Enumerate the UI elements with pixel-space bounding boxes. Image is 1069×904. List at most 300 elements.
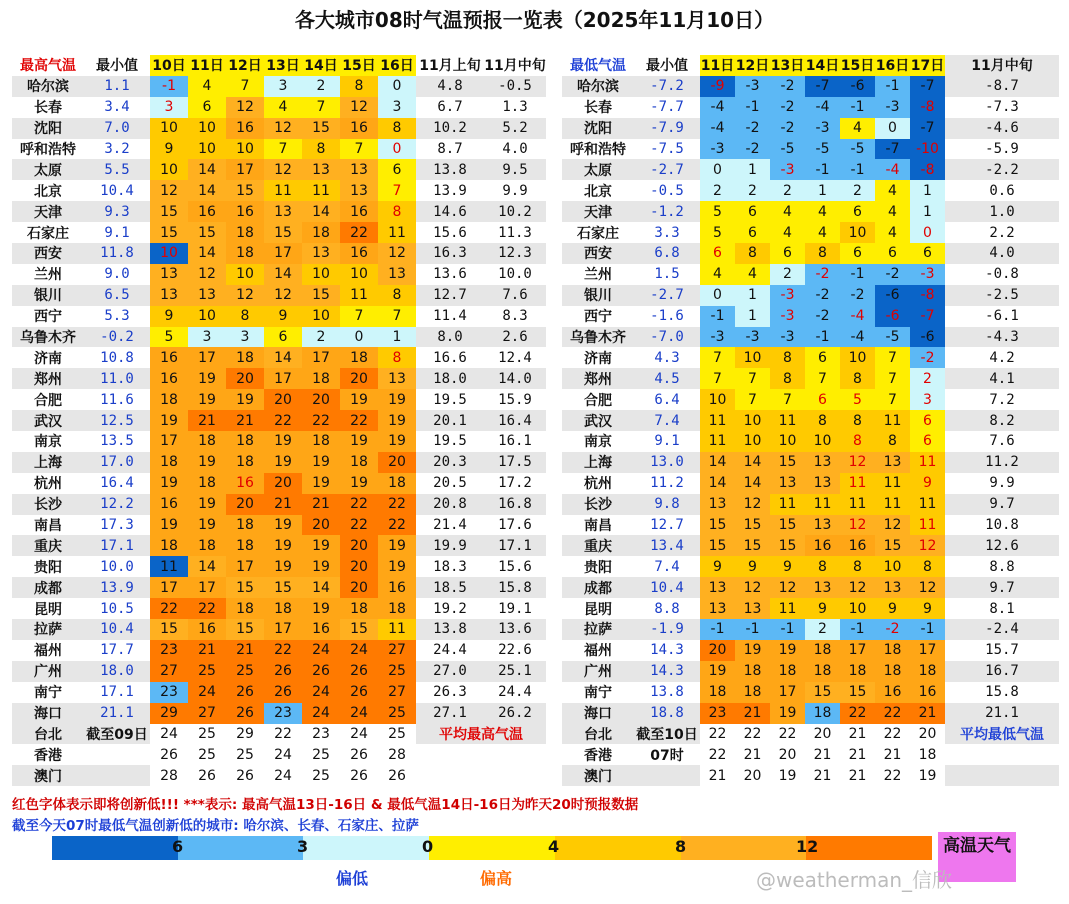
city-name: 长春 — [584, 100, 612, 117]
temp-cell: 7 — [378, 306, 416, 327]
min-header-cell: 13日 — [770, 55, 805, 76]
record-min: -2.7 — [634, 285, 700, 306]
min-table-row — [562, 243, 1059, 264]
record-min: -7.0 — [634, 327, 700, 348]
temp-cell: 7 — [875, 389, 910, 410]
temp-cell: 18 — [188, 431, 226, 452]
temp-cell: 8 — [840, 431, 875, 452]
avg-early-nov: 18.3 — [433, 558, 467, 575]
legend-tick: 0 — [422, 837, 434, 856]
temp-cell: 15 — [150, 619, 188, 640]
max-table-row — [12, 452, 546, 473]
temp-cell: -1 — [735, 97, 770, 118]
temp-cell: 11 — [378, 222, 416, 243]
temp-cell: 25 — [226, 661, 264, 682]
avg-mid-nov: 8.8 — [989, 558, 1015, 575]
temp-cell: 13 — [700, 577, 735, 598]
avg-mid-nov: 8.1 — [989, 600, 1015, 617]
record-min: 13.8 — [650, 684, 684, 701]
temp-cell: 9 — [700, 556, 735, 577]
temp-cell: 10 — [150, 159, 188, 180]
record-min: 3.4 — [104, 99, 130, 116]
temp-cell: 20 — [226, 494, 264, 515]
temp-cell: -7 — [910, 76, 945, 97]
temp-cell: 16 — [805, 535, 840, 556]
avg-early-nov: 14.6 — [416, 201, 484, 222]
temp-cell: 11 — [340, 285, 378, 306]
temp-cell: 10 — [226, 139, 264, 160]
temp-cell: -1 — [840, 619, 875, 640]
temp-cell: 17 — [302, 347, 340, 368]
temp-cell: 1 — [378, 327, 416, 348]
avg-mid-nov: 1.3 — [502, 99, 528, 116]
city-name: 西安 — [12, 243, 84, 264]
temp-cell: 4 — [875, 180, 910, 201]
temp-cell: 13 — [302, 243, 340, 264]
temp-cell: -4 — [805, 97, 840, 118]
legend-swatch-warm — [555, 836, 681, 860]
temp-cell: -2 — [910, 347, 945, 368]
avg-mid-nov: 11.2 — [945, 452, 1059, 473]
temp-cell: 10 — [735, 347, 770, 368]
temp-cell: 29 — [150, 703, 188, 724]
record-min: 13.0 — [634, 452, 700, 473]
record-min: -2.7 — [634, 159, 700, 180]
temp-cell: 7 — [735, 389, 770, 410]
temp-cell: 14 — [700, 452, 735, 473]
city-name: 兰州 — [584, 267, 612, 284]
temp-cell: 3 — [150, 97, 188, 118]
record-min: 5.5 — [84, 159, 150, 180]
temp-cell: 11 — [150, 556, 188, 577]
temp-cell: 18 — [226, 347, 264, 368]
temp-cell: 18 — [188, 473, 226, 494]
temp-cell: 11 — [770, 598, 805, 619]
temp-cell: 19 — [302, 473, 340, 494]
city-name: 郑州 — [562, 368, 634, 389]
temp-cell: 19 — [770, 703, 805, 724]
record-min: 11.8 — [84, 243, 150, 264]
temp-cell: -7 — [875, 139, 910, 160]
temp-cell: 20 — [378, 452, 416, 473]
min-header-cell: 最小值 — [646, 58, 688, 75]
temp-cell: 12 — [264, 285, 302, 306]
temp-cell: -2 — [805, 306, 840, 327]
city-name: 香港 — [584, 747, 612, 764]
temp-cell: -1 — [840, 97, 875, 118]
max-table-row — [12, 389, 546, 410]
temp-cell: 13 — [735, 598, 770, 619]
temp-cell: 24 — [350, 725, 368, 742]
temp-cell: 18 — [378, 473, 416, 494]
min-header-cell: 16日 — [875, 55, 910, 76]
temp-cell: -2 — [770, 76, 805, 97]
avg-mid-nov: 17.5 — [484, 452, 546, 473]
temp-cell: 16 — [226, 118, 264, 139]
temp-cell: 22 — [778, 725, 797, 742]
temp-cell: 26 — [302, 661, 340, 682]
temp-cell: 19 — [188, 389, 226, 410]
below-normal-label: 偏低 — [336, 869, 369, 888]
record-min: 10.4 — [634, 577, 700, 598]
record-min: 10.5 — [100, 600, 134, 617]
temp-cell: 6 — [188, 97, 226, 118]
avg-mid-nov: 11.3 — [498, 224, 532, 241]
temp-cell: 5 — [700, 222, 735, 243]
temp-cell: 12 — [875, 515, 910, 536]
temp-cell: 18 — [226, 452, 264, 473]
record-min: 11.6 — [100, 391, 134, 408]
temp-cell: 15 — [805, 682, 840, 703]
avg-mid-nov: 12.4 — [498, 349, 532, 366]
temp-cell: 17 — [226, 556, 264, 577]
city-name: 哈尔滨 — [12, 76, 84, 97]
max-header-cell: 16日 — [378, 55, 416, 76]
temp-cell: 8 — [840, 556, 875, 577]
temp-cell: 19 — [188, 368, 226, 389]
temp-cell: 15 — [770, 535, 805, 556]
temp-cell: 18 — [188, 535, 226, 556]
record-min: 14.3 — [650, 642, 684, 659]
temp-cell: 18 — [226, 222, 264, 243]
temp-cell: 10 — [840, 222, 875, 243]
avg-mid-nov: 15.6 — [498, 558, 532, 575]
temp-cell: 20 — [340, 577, 378, 598]
city-name: 南京 — [584, 434, 612, 451]
temp-cell: 10 — [735, 431, 770, 452]
temp-cell: 4 — [735, 264, 770, 285]
temp-cell: 6 — [770, 243, 805, 264]
record-min: 13.9 — [84, 577, 150, 598]
avg-mid-nov: 0.6 — [989, 182, 1015, 199]
record-min: 1.1 — [84, 76, 150, 97]
temp-cell: 27 — [378, 682, 416, 703]
temp-cell: 13 — [805, 577, 840, 598]
avg-mid-nov: 17.1 — [484, 535, 546, 556]
temp-cell: 12 — [910, 535, 945, 556]
temp-cell: 25 — [198, 746, 216, 763]
avg-early-nov: 8.7 — [437, 141, 463, 157]
record-min: 11.2 — [650, 475, 684, 492]
temp-cell: 15 — [735, 535, 770, 556]
city-name: 乌鲁木齐 — [12, 327, 84, 348]
temp-cell: -10 — [910, 139, 945, 160]
temp-cell: 18 — [340, 452, 378, 473]
temp-cell: -2 — [735, 118, 770, 139]
record-min: 3.2 — [104, 141, 130, 157]
temp-cell: 15 — [840, 682, 875, 703]
temp-cell: -2 — [805, 264, 840, 285]
temp-cell: 26 — [264, 661, 302, 682]
avg-mid-nov: 26.2 — [484, 703, 546, 724]
record-min: 14.3 — [634, 661, 700, 682]
temp-cell: 22 — [378, 494, 416, 515]
avg-mid-nov: 15.7 — [985, 642, 1019, 659]
temp-cell: 5 — [700, 201, 735, 222]
temp-cell: 25 — [378, 703, 416, 724]
temp-cell: 7 — [700, 368, 735, 389]
max-table-row — [12, 473, 546, 494]
city-name: 杭州 — [584, 476, 612, 493]
max-header-cell: 11日 — [188, 55, 226, 76]
min-table-row — [562, 619, 1059, 640]
temp-cell: 21 — [264, 494, 302, 515]
legend-swatch-hot — [806, 836, 932, 860]
record-min: 9.1 — [654, 433, 680, 450]
temp-cell: 11 — [910, 452, 945, 473]
avg-min-note — [945, 765, 1059, 786]
temp-cell: 2 — [770, 264, 805, 285]
min-table-row — [562, 201, 1059, 222]
temp-cell: 16 — [150, 368, 188, 389]
temp-cell: 19 — [226, 389, 264, 410]
avg-early-nov: 20.8 — [416, 494, 484, 515]
max-table-row — [12, 368, 546, 389]
temp-cell: 18 — [340, 598, 378, 619]
avg-early-nov: 12.7 — [416, 285, 484, 306]
temp-cell: 23 — [312, 725, 330, 742]
max-header-row — [12, 55, 546, 76]
temp-cell: 22 — [150, 598, 188, 619]
avg-mid-nov: 10.2 — [484, 201, 546, 222]
max-table-row — [12, 640, 546, 661]
temp-cell: 15 — [226, 577, 264, 598]
record-min: 7.4 — [654, 558, 680, 575]
temp-cell: 2 — [910, 368, 945, 389]
temp-cell: 21 — [743, 746, 762, 763]
temp-cell: 11 — [840, 494, 875, 515]
temp-cell: 2 — [302, 327, 340, 348]
avg-mid-nov: 14.0 — [484, 368, 546, 389]
temp-cell: 18 — [770, 661, 805, 682]
temp-cell: 13 — [150, 264, 188, 285]
temp-cell: 18 — [226, 598, 264, 619]
temp-cell: 20 — [264, 473, 302, 494]
temp-cell: 17 — [150, 431, 188, 452]
temp-cell: 16 — [340, 201, 378, 222]
temp-cell: 15 — [302, 285, 340, 306]
legend-swatch-low — [178, 836, 304, 860]
max-table-row — [12, 285, 546, 306]
city-name: 北京 — [34, 183, 62, 200]
temp-cell: 24 — [274, 767, 292, 784]
avg-mid-nov: 4.0 — [502, 141, 528, 157]
temp-cell: 3 — [378, 97, 416, 118]
legend-tick: 3 — [297, 837, 309, 856]
avg-mid-nov: 12.3 — [484, 243, 546, 264]
temp-cell: 24 — [340, 703, 378, 724]
temp-cell: 2 — [840, 180, 875, 201]
avg-early-nov: 16.6 — [433, 349, 467, 366]
temp-cell: 14 — [302, 201, 340, 222]
temp-cell: 19 — [150, 473, 188, 494]
temp-cell: 16 — [150, 494, 188, 515]
temp-cell: 21 — [302, 494, 340, 515]
temp-cell: 26 — [226, 682, 264, 703]
record-min: 18.0 — [84, 661, 150, 682]
temp-cell: 6 — [805, 347, 840, 368]
city-name: 哈尔滨 — [562, 76, 634, 97]
temp-cell: 13 — [340, 180, 378, 201]
min-table-row — [562, 577, 1059, 598]
max-table-row — [12, 661, 546, 682]
temp-cell: 13 — [340, 159, 378, 180]
temp-cell: 20 — [226, 368, 264, 389]
temp-cell: 16 — [302, 619, 340, 640]
temp-cell: -3 — [805, 118, 840, 139]
temp-cell: 8 — [805, 556, 840, 577]
temp-cell: 15 — [150, 201, 188, 222]
max-header-cell: 10日 — [150, 55, 188, 76]
min-table-row — [562, 180, 1059, 201]
avg-early-nov: 13.8 — [416, 619, 484, 640]
temp-cell: 19 — [302, 598, 340, 619]
temp-cell: 19 — [302, 452, 340, 473]
record-min: 10.4 — [84, 619, 150, 640]
avg-mid-nov: 12.6 — [945, 535, 1059, 556]
temp-cell: 19 — [264, 515, 302, 536]
temp-cell: 14 — [735, 473, 770, 494]
city-name: 济南 — [584, 350, 612, 367]
temp-cell: 6 — [735, 222, 770, 243]
city-name: 呼和浩特 — [20, 142, 76, 158]
temp-cell: -3 — [770, 306, 805, 327]
temp-cell: 9 — [770, 556, 805, 577]
temp-cell: 8 — [910, 556, 945, 577]
temp-cell: 7 — [875, 368, 910, 389]
avg-mid-nov: 9.7 — [945, 577, 1059, 598]
temp-cell: 18 — [910, 661, 945, 682]
temp-cell: 25 — [388, 725, 406, 742]
avg-mid-nov: -0.5 — [484, 76, 546, 97]
min-table-row — [562, 431, 1059, 452]
temp-cell: 8 — [840, 368, 875, 389]
record-min: 10.4 — [100, 182, 134, 199]
temp-cell: 20 — [264, 389, 302, 410]
record-min: 17.7 — [100, 642, 134, 659]
avg-mid-nov: 21.1 — [945, 703, 1059, 724]
min-table-row — [562, 598, 1059, 619]
avg-mid-nov: 17.2 — [498, 475, 532, 492]
avg-mid-nov: 7.2 — [989, 391, 1015, 408]
city-name: 台北 — [12, 724, 84, 745]
avg-min-note: 平均最低气温 — [945, 724, 1059, 745]
temp-cell: 15 — [770, 515, 805, 536]
temp-cell: 11 — [700, 410, 735, 431]
temp-cell: 16 — [188, 201, 226, 222]
temp-cell: 25 — [236, 746, 254, 763]
temp-cell: 27 — [150, 661, 188, 682]
min-table-row — [562, 640, 1059, 661]
temp-cell: -4 — [840, 327, 875, 348]
temp-cell: 19 — [378, 535, 416, 556]
min-header-cell: 12日 — [735, 55, 770, 76]
temp-cell: 22 — [708, 746, 727, 763]
temp-cell: 18 — [735, 682, 770, 703]
temp-cell: 17 — [188, 577, 226, 598]
temp-cell: 18 — [226, 243, 264, 264]
temp-cell: -1 — [150, 76, 188, 97]
temp-cell: 14 — [264, 264, 302, 285]
record-min: 12.2 — [84, 494, 150, 515]
temp-cell: 26 — [350, 767, 368, 784]
temp-cell: -6 — [875, 285, 910, 306]
city-name: 香港 — [34, 747, 62, 764]
city-name: 银川 — [562, 285, 634, 306]
temp-cell: -1 — [840, 264, 875, 285]
record-min: 12.7 — [650, 517, 684, 534]
temp-cell: 21 — [813, 746, 832, 763]
temp-cell: 20 — [340, 556, 378, 577]
avg-early-nov: 27.1 — [416, 703, 484, 724]
temp-cell: 15 — [340, 619, 378, 640]
avg-early-nov: 15.6 — [433, 224, 467, 241]
above-normal-label: 偏高 — [480, 869, 513, 888]
avg-early-nov: 13.9 — [433, 182, 467, 199]
avg-mid-nov: -7.3 — [985, 99, 1019, 116]
temp-cell: 10 — [188, 306, 226, 327]
city-name: 成都 — [12, 577, 84, 598]
avg-mid-nov: 9.7 — [945, 494, 1059, 515]
avg-mid-nov: 1.0 — [945, 201, 1059, 222]
min-table-row — [562, 389, 1059, 410]
temp-cell: 20 — [340, 535, 378, 556]
temp-cell: 22 — [883, 767, 902, 784]
footnote-red: 红色字体表示即将创新低!!! ***表示: 最高气温13日-16日 & 最低气温14日-16日为昨天20时预报数据 — [12, 797, 639, 813]
temp-cell: 13 — [770, 473, 805, 494]
avg-mid-nov: 9.5 — [484, 159, 546, 180]
city-name: 贵阳 — [584, 559, 612, 576]
temp-cell: 13 — [700, 494, 735, 515]
record-min: 10.0 — [100, 558, 134, 575]
temp-cell: 4 — [770, 201, 805, 222]
temp-cell: 18 — [840, 661, 875, 682]
temp-cell: 27 — [188, 703, 226, 724]
temp-cell: 18 — [150, 452, 188, 473]
temp-cell: 18 — [805, 661, 840, 682]
record-min: -1.6 — [650, 308, 684, 325]
city-name: 台北 — [562, 724, 634, 745]
temp-cell: 11 — [910, 515, 945, 536]
temp-cell: 7 — [340, 306, 378, 327]
temp-cell: -1 — [805, 159, 840, 180]
avg-mid-nov: 16.4 — [484, 410, 546, 431]
temp-cell: 5 — [840, 389, 875, 410]
temp-cell: 7 — [378, 180, 416, 201]
max-header-cell: 11月中旬 — [484, 58, 546, 75]
avg-early-nov: 20.3 — [416, 452, 484, 473]
temp-cell: -2 — [875, 619, 910, 640]
temp-cell: -1 — [700, 306, 735, 327]
temp-cell: 24 — [188, 682, 226, 703]
temp-cell: 8 — [378, 285, 416, 306]
avg-max-note: 平均最高气温 — [416, 724, 546, 745]
avg-early-nov: 16.3 — [416, 243, 484, 264]
temp-cell: 18 — [150, 535, 188, 556]
avg-early-nov: 19.5 — [433, 391, 467, 408]
city-name: 太原 — [12, 159, 84, 180]
temp-cell: 18 — [302, 431, 340, 452]
avg-mid-nov: -5.9 — [985, 141, 1019, 157]
city-name: 西宁 — [584, 309, 612, 326]
temp-cell: 17 — [150, 577, 188, 598]
temp-cell: 10 — [805, 431, 840, 452]
temp-cell: 26 — [264, 682, 302, 703]
temp-cell: 19 — [302, 556, 340, 577]
city-name: 武汉 — [562, 410, 634, 431]
temp-cell: 10 — [188, 118, 226, 139]
min-table-row — [562, 682, 1059, 703]
